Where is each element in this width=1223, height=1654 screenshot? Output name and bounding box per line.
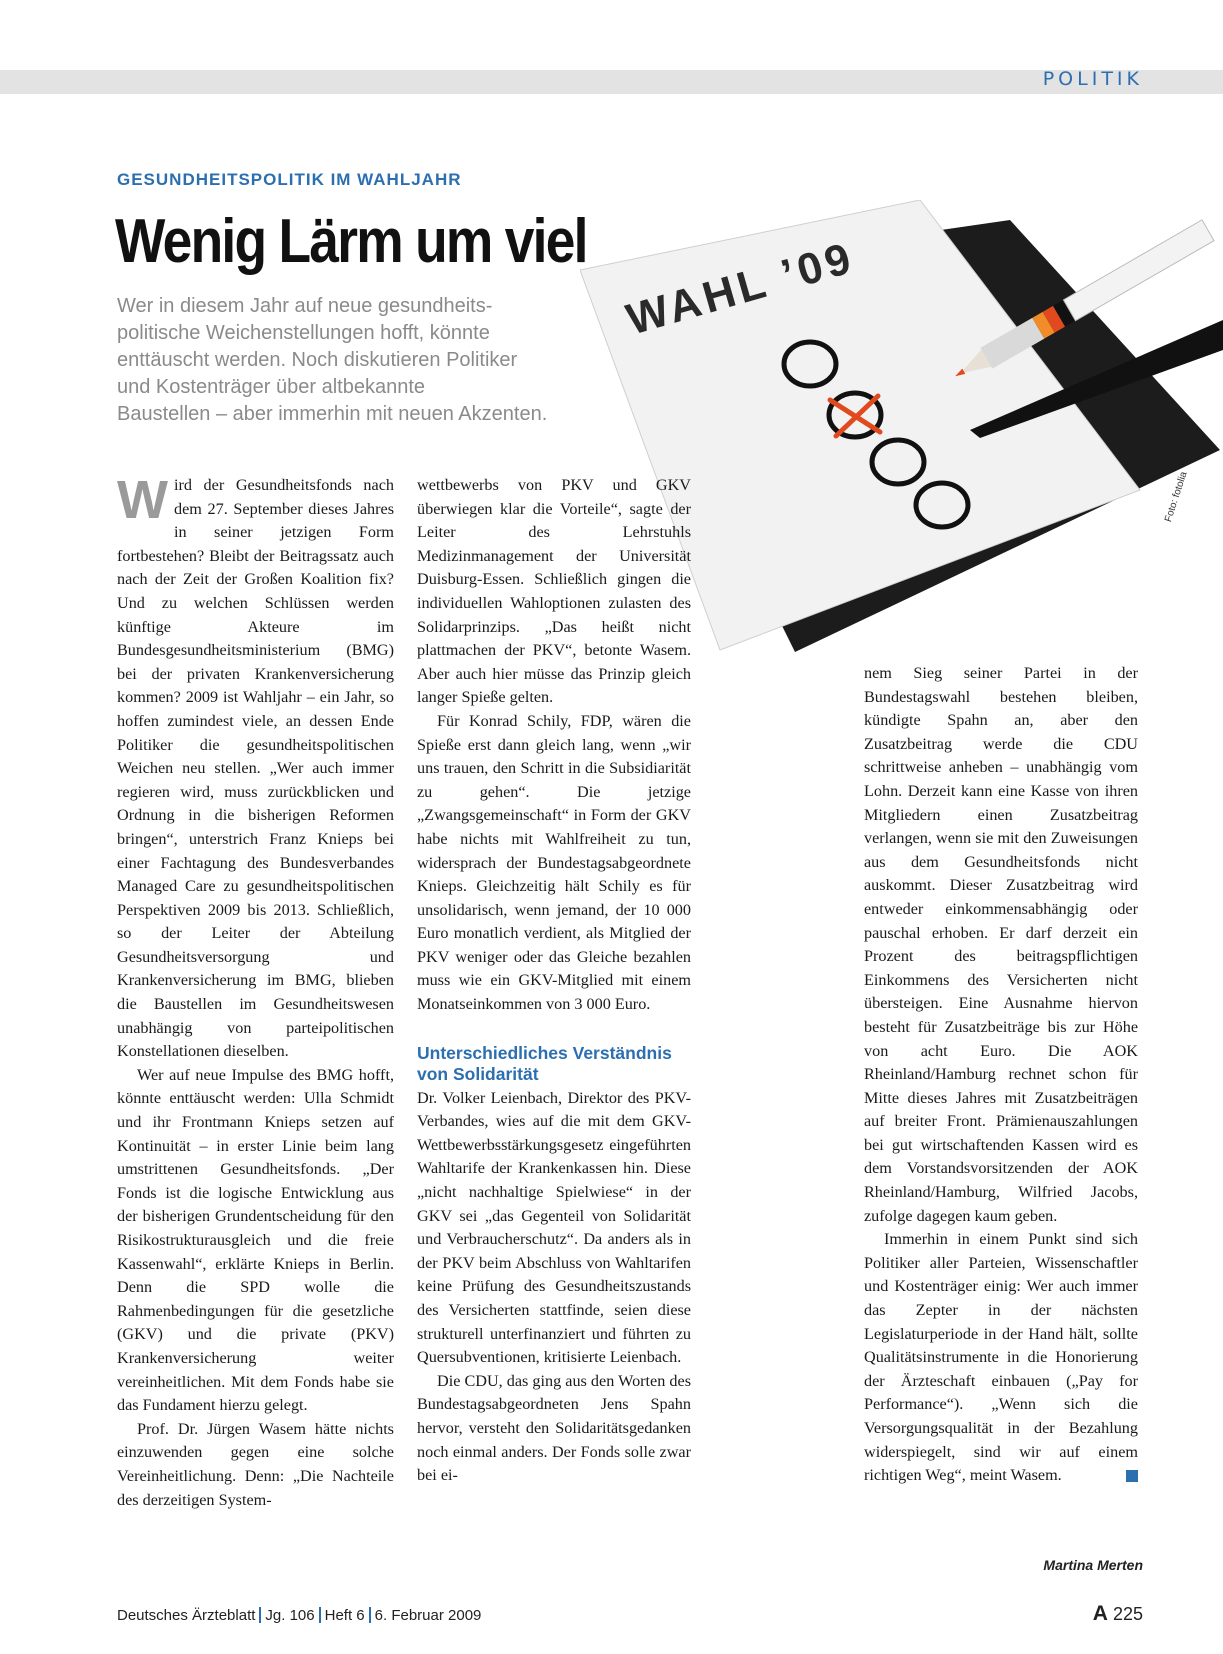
paragraph: Die CDU, das ging aus den Worten des Bundestagsabgeordneten Jens Spahn hervor, versteht den Solidaritätsgedanken noch einmal anders. Der Fonds solle zwar bei ei- bbox=[417, 1371, 691, 1485]
end-mark-icon bbox=[1126, 1470, 1138, 1482]
separator bbox=[319, 1607, 321, 1623]
photo-credit: Foto: fotolia bbox=[1163, 470, 1190, 524]
paragraph: Für Konrad Schily, FDP, wären die Spieße erst dann gleich lang, wenn „wir uns trauen, den Schritt in die Subsidiarität zu gehen“. Die jetzige „Zwangsgemeinschaft“ in Form der GKV habe nichts mit Wahlfreiheit zu tun, widersprach der Bundestagsabgeordnete Knieps. Gleichzeitig hält Schily es für unsolidarisch, wenn jemand, der 10 000 Euro monatlich verdient, als Mitglied der PKV weniger oder das Gleiche bezahlen muss wie ein GKV-Mitglied mit einem Monatseinkommen von 3 000 Euro. bbox=[417, 711, 691, 1014]
paragraph-text: Immerhin in einem Punkt sind sich Politiker aller Parteien, Wissenschaftler und Kostenträger einig: Wer auch immer das Zepter in der nächsten Legislaturperiode in der Hand hält, sollte Qualitätsinstrumente in die Honorierung der Ärzteschaft einbauen („Pay for Performance“). „Wenn sich die Versorgungsqualität in der Bezahlung widerspiegelt, sind wir auf einem richtigen Weg“, meint Wasem. bbox=[864, 1230, 1138, 1485]
article-column-1 bbox=[117, 470, 394, 1512]
article-kicker: GESUNDHEITSPOLITIK IM WAHLJAHR bbox=[117, 170, 462, 189]
page-prefix: A bbox=[1092, 1602, 1108, 1625]
issue: Heft 6 bbox=[324, 1607, 365, 1624]
paragraph bbox=[117, 470, 394, 1064]
issue-date: 6. Februar 2009 bbox=[374, 1607, 482, 1624]
paragraph-text: ird der Gesundheitsfonds nach dem 27. September dieses Jahres in seiner jetzigen Form fortbestehen? Bleibt der Beitragssatz auch nach der Zeit der Großen Koalition fix? Und zu welchen Schlüssen werden künftige Akteure im Bundesgesundheitsministerium (BMG) bei der privaten Krankenversicherung kommen? 2009 ist Wahljahr – ein Jahr, so hoffen zumindest viele, an dessen Ende Politiker die gesundheitspolitischen Weichen neu stellen. „Wer auch immer regieren wird, muss zurückblicken und Ordnung in die bisherigen Reformen bringen“, unterstrich Franz Knieps bei einer Fachtagung des Bundesverbandes Managed Care zu gesundheitspolitischen Perspektiven 2009 bis 2013. Schließlich, so der Leiter der Abteilung Gesundheitsversorgung und Krankenversicherung im BMG, blieben die Baustellen im Gesundheitswesen unabhängig von parteipolitischen Konstellationen dieselben. bbox=[117, 476, 394, 1061]
publication-name: Deutsches Ärzteblatt bbox=[117, 1607, 256, 1624]
ballot-title: WAHL ’09 bbox=[621, 232, 860, 345]
paragraph: nem Sieg seiner Partei in der Bundestagswahl bestehen bleiben, kündigte Spahn an, aber den Zusatzbeitrag werde die CDU schrittweise anheben – unabhängig vom Lohn. Derzeit kann eine Kasse von ihren Mitgliedern einen Zusatzbeitrag verlangen, wenn sie mit den Zuweisungen aus dem Gesundheitsfonds nicht auskommt. Dieser Zusatzbeitrag wird entweder einkommensabhängig oder pauschal erhoben. Er darf derzeit ein Prozent des beitragspflichtigen Einkommens des Versicherten nicht übersteigen. Eine Ausnahme hiervon besteht für Zusatzbeiträge bis zur Höhe von acht Euro. Die AOK Rheinland/Hamburg rechnet schon für Mitte dieses Jahres mit Zusatzbeiträgen auf breiter Front. Prämienauszahlungen bei gut wirtschaftenden Kassen wird es dem Vorstandsvorsitzenden der AOK Rheinland/Hamburg, Wilfried Jacobs, zufolge dagegen kaum geben. bbox=[864, 664, 1138, 1225]
separator bbox=[259, 1607, 261, 1623]
article-subhead: Unterschiedliches Verständnis von Solidarität bbox=[417, 1042, 672, 1084]
paragraph bbox=[864, 1228, 1138, 1488]
section-label: POLITIK bbox=[1042, 68, 1143, 90]
section-bar bbox=[0, 70, 1223, 94]
paragraph: Prof. Dr. Jürgen Wasem hätte nichts einzuwenden gegen eine solche Vereinheitlichung. Denn: „Die Nachteile des derzeitigen System- bbox=[117, 1419, 394, 1509]
separator bbox=[369, 1607, 371, 1623]
article-headline: Wenig Lärm um viel bbox=[115, 207, 587, 276]
volume: Jg. 106 bbox=[265, 1607, 315, 1624]
article-column-3 bbox=[864, 662, 1138, 1488]
article-lead: Wer in diesem Jahr auf neue gesundheits- politische Weichenstellungen hofft, könnte enttäuscht werden. Noch diskutieren Politiker und Kostenträger über altbekannte Baustellen – aber immerhin mit neuen Akzenten. bbox=[117, 295, 548, 425]
page-number bbox=[1093, 1602, 1143, 1626]
paragraph: Dr. Volker Leienbach, Direktor des PKV-Verbandes, wies auf die mit dem GKV-Wettbewerbsstärkungsgesetz eingeführten Wahltarife der Krankenkassen hin. Diese „nicht nachhaltige Spielwiese“ in der GKV sei „das Gegenteil von Solidarität und Verbraucherschutz“. Da anders als in der PKV beim Abschluss von Wahltarifen keine Prüfung des Gesundheitszustands des Versicherten stattfinde, seien diese strukturell unterfinanziert und führten zu Quersubventionen, kritisierte Leienbach. bbox=[417, 1088, 691, 1367]
article-column-2 bbox=[417, 474, 691, 1488]
footer-citation bbox=[117, 1607, 481, 1624]
paragraph: Wer auf neue Impulse des BMG hofft, könnte enttäuscht werden: Ulla Schmidt und ihr Frontmann Knieps setzen auf Kontinuität – in erster Linie beim lang umstrittenen Gesundheitsfonds. „Der Fonds ist die logische Entwicklung aus der bisherigen Grundentscheidung für den Risikostrukturausgleich und die freie Kassenwahl“, erklärte Knieps in Berlin. Denn die SPD wolle die Rahmenbedingungen für die gesetzliche (GKV) und die private (PKV) Krankenversicherung weiter vereinheitlichen. Mit dem Fonds habe sie das Fundament hierzu gelegt. bbox=[117, 1065, 394, 1415]
paragraph: wettbewerbs von PKV und GKV überwiegen klar die Vorteile“, sagte der Leiter des Lehrstuhls Medizinmanagement der Universität Duisburg-Essen. Schließlich gingen die individuellen Wahloptionen zulasten des Solidarprinzips. „Das heißt nicht plattmachen der PKV“, betonte Wasem. Aber auch hier müsse das Prinzip gleich langer Spieße gelten. bbox=[417, 476, 691, 707]
page-number-value: 225 bbox=[1112, 1604, 1143, 1624]
drop-cap: W bbox=[117, 470, 168, 530]
author-byline: Martina Merten bbox=[1043, 1557, 1143, 1573]
